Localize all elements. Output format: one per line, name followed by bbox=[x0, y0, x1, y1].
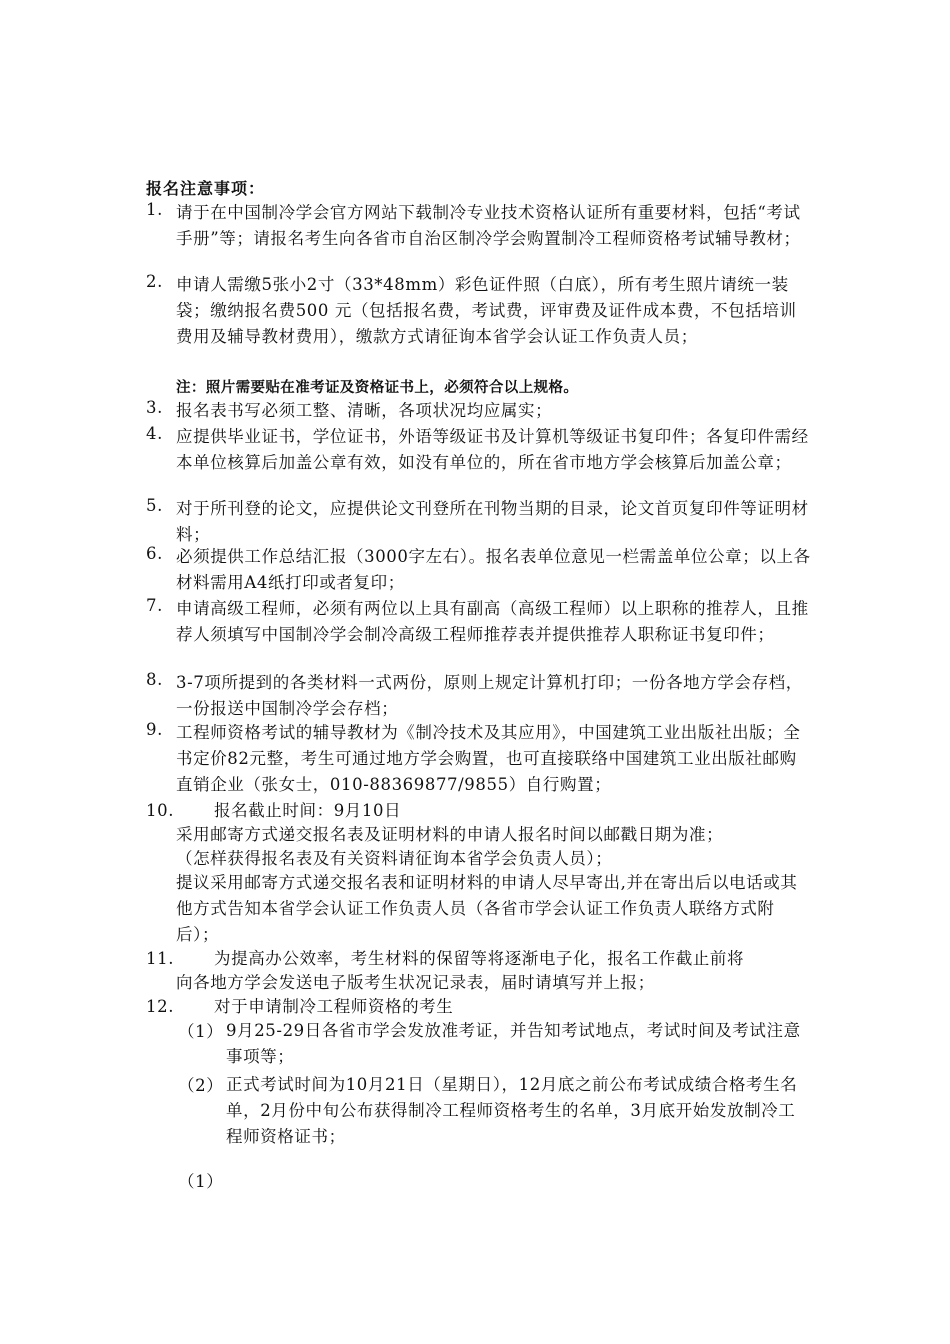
item-number: 8. bbox=[146, 670, 163, 689]
item-text: 对于所刊登的论文，应提供论文刊登所在刊物当期的目录，论文首页复印件等证明材料； bbox=[176, 499, 809, 544]
item-text: 申请高级工程师，必须有两位以上具有副高（高级工程师）以上职称的推荐人，且推荐人须填写中国制冷学会制冷高级工程师推荐表并提供推荐人职称证书复印件； bbox=[176, 599, 809, 644]
list-item-8 bbox=[146, 670, 812, 722]
item-number: 11. bbox=[146, 949, 175, 968]
item-number: 7. bbox=[146, 596, 163, 615]
sub-item-1 bbox=[178, 1018, 812, 1070]
item-title: 对于申请制冷工程师资格的考生 bbox=[214, 997, 454, 1016]
item-title: 为提高办公效率，考生材料的保留等将逐渐电子化，报名工作截止前将 bbox=[214, 949, 745, 968]
item-11-line-1: 向各地方学会发送电子版考生状况记录表，届时请填写并上报； bbox=[176, 973, 655, 992]
item-text: 应提供毕业证书，学位证书，外语等级证书及计算机等级证书复印件；各复印件需经本单位核算后加盖公章有效，如没有单位的，所在省市地方学会核算后加盖公章； bbox=[176, 427, 809, 472]
sub-item-text: 9月25-29日各省市学会发放准考证，并告知考试地点，考试时间及考试注意事项等； bbox=[226, 1021, 801, 1066]
sub-item-2 bbox=[178, 1072, 812, 1150]
item-text: 3-7项所提到的各类材料一式两份，原则上规定计算机打印；一份各地方学会存档，一份报送中国制冷学会存档； bbox=[176, 673, 803, 718]
sub-item-number: （1） bbox=[178, 1172, 224, 1191]
item-text: 必须提供工作总结汇报（3000字左右）。报名表单位意见一栏需盖单位公章；以上各材料需用A4纸打印或者复印； bbox=[176, 547, 811, 592]
item-number: 2. bbox=[146, 272, 163, 291]
item-text: 申请人需缴5张小2寸（33*48mm）彩色证件照（白底），所有考生照片请统一装袋；缴纳报名费500 元（包括报名费，考试费，评审费及证件成本费，不包括培训费用及辅导教材费用），缴款方式请征询本省学会认证工作负责人员； bbox=[176, 275, 797, 346]
sub-item-text: 正式考试时间为10月21日（星期日），12月底之前公布考试成绩合格考生名单，2月份中旬公布获得制冷工程师资格考生的名单，3月底开始发放制冷工程师资格证书； bbox=[226, 1075, 798, 1146]
list-item-9 bbox=[146, 720, 812, 798]
item-text: 报名表书写必须工整、清晰，各项状况均应属实； bbox=[176, 401, 553, 420]
section-heading: 报名注意事项： bbox=[146, 179, 266, 198]
item-number: 4. bbox=[146, 424, 163, 443]
list-item-11-header bbox=[146, 946, 745, 972]
item-10-line-2: （怎样获得报名表及有关资料请征询本省学会负责人员）； bbox=[176, 849, 613, 868]
item-number: 6. bbox=[146, 544, 163, 563]
item-number: 3. bbox=[146, 398, 163, 417]
item-text: 工程师资格考试的辅导教材为《制冷技术及其应用》，中国建筑工业出版社出版；全书定价82元整，考生可通过地方学会购置，也可直接联络中国建筑工业出版社邮购直销企业（张女士，010-88369877/9855）自行购置； bbox=[176, 723, 801, 794]
item-10-line-1: 采用邮寄方式递交报名表及证明材料的申请人报名时间以邮戳日期为准； bbox=[176, 825, 724, 844]
item-number: 1. bbox=[146, 200, 163, 219]
list-item-5 bbox=[146, 496, 812, 548]
list-item-6 bbox=[146, 544, 812, 596]
item-text: 请于在中国制冷学会官方网站下载制冷专业技术资格认证所有重要材料，包括“考试手册”等；请报名考生向各省市自治区制冷学会购置制冷工程师资格考试辅导教材； bbox=[176, 203, 801, 248]
list-item-2 bbox=[146, 272, 812, 350]
item-10-line-3: 提议采用邮寄方式递交报名表和证明材料的申请人尽早寄出,并在寄出后以电话或其他方式告知本省学会认证工作负责人员（各省市学会认证工作负责人联络方式附后）； bbox=[176, 873, 798, 944]
item-title: 报名截止时间：9月10日 bbox=[214, 801, 402, 820]
list-item-10-header bbox=[146, 798, 402, 824]
list-item-3 bbox=[146, 398, 812, 424]
item-number: 5. bbox=[146, 496, 163, 515]
item-number: 9. bbox=[146, 720, 163, 739]
list-item-7 bbox=[146, 596, 812, 648]
list-item-4 bbox=[146, 424, 812, 476]
list-item-1 bbox=[146, 200, 812, 252]
sub-item-number: （1） bbox=[178, 1022, 224, 1041]
list-item-12-header bbox=[146, 994, 454, 1020]
item-number: 12. bbox=[146, 997, 175, 1016]
sub-item-number: （2） bbox=[178, 1076, 224, 1095]
photo-note: 注：照片需要贴在准考证及资格证书上，必须符合以上规格。 bbox=[176, 380, 579, 396]
item-number: 10. bbox=[146, 801, 175, 820]
